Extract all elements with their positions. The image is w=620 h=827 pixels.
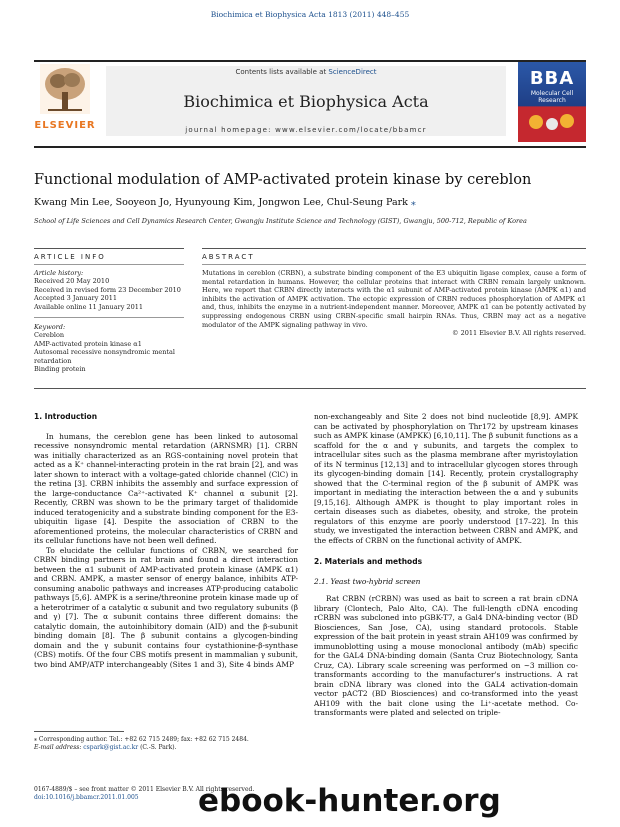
keywords-label: Keyword: — [34, 323, 66, 332]
author-email-link[interactable]: cspark@gist.ac.kr — [83, 743, 139, 751]
email-label: E-mail address: — [34, 743, 84, 751]
footnote-contact: ⁎ Corresponding author. Tel.: +82 62 715 2489; fax: +82 62 715 2484. — [34, 736, 249, 743]
email-suffix: (C.-S. Park). — [138, 743, 177, 751]
cover-art-icon — [526, 110, 578, 136]
header-rule-bottom — [34, 146, 586, 148]
article-info-subrule — [34, 264, 184, 265]
footnote-rule — [34, 731, 124, 732]
intro-paragraph-2: To elucidate the cellular functions of CRBN, we searched for CRBN binding partners in rat brain and found a direct interaction between the α1 subunit of AMP-activated protein kinase (AMPK α1) and CRBN. AMPK, a master sensor of energy balance, inhibits ATP-consuming anabolic pathways and increases ATP-producing catabolic pathways [5,6]. AMPK is a serine/threonine protein kinase made up of a heterotrimer of a catalytic α subunit and two regulatory subunits (β and γ) [7]. The α subunit contains three different domains: the catalytic domain, the autoinhibitory domain (AID) and the β-subunit binding domain [8]. The β subunit contains a glycogen-binding domain and the γ subunit contains four cystathionine-β-synthase (CBS) motifs. Of the four CBS motifs present in mammalian γ subunit, two bind AMP/ATP interchangeably (Sites 1 and 3), Site 4 binds AMP — [34, 545, 298, 669]
abstract-copyright: © 2011 Elsevier B.V. All rights reserved. — [452, 329, 586, 338]
abstract-rule — [202, 248, 586, 249]
corresponding-footnote — [34, 736, 298, 752]
abstract-heading: ABSTRACT — [202, 253, 255, 261]
journal-banner — [106, 66, 506, 136]
abstract — [202, 269, 586, 338]
intro-paragraph-3: non-exchangeably and Site 2 does not bind nucleotide [8,9]. AMPK can be activated by phosphorylation on Thr172 by upstream kinases such as AMPK kinase (AMPKK) [6,10,11]. The β subunit functions as a scaffold for the α and γ subunits, and targets the complex to intracellular sites such as the plasma membrane after myristoylation of its N terminus [12,13] and to intracellular glycogen stores through its glycogen-binding domain [14]. Recently, protein crystallography showed that the C-terminal region of the β subunit of AMPK was important in mediating the interaction between the α and γ subunits [9,15,16]. Although AMPK is thought to play important roles in certain diseases such as diabetes, obesity, and stroke, the protein regulators of this enzyme are poorly understood [17–22]. In this study, we investigated the interaction between CRBN and AMPK, and the effects of CRBN on the functional activity of AMPK. — [314, 412, 578, 545]
history-received: Received 20 May 2010 — [34, 277, 110, 286]
info-separator — [34, 317, 184, 318]
contents-prefix: Contents lists available at — [235, 68, 329, 76]
doi-link[interactable]: doi:10.1016/j.bbamcr.2011.01.005 — [34, 793, 139, 801]
journal-cover — [518, 62, 586, 142]
footnote-email-line — [34, 744, 298, 752]
journal-header — [34, 60, 586, 146]
journal-reference[interactable]: Biochimica et Biophysica Acta 1813 (2011) 448–455 — [210, 10, 410, 19]
abstract-text: Mutations in cereblon (CRBN), a substrate binding component of the E3 ubiquitin ligase complex, cause a form of mental retardation in humans. However, the cellular proteins that interact with CRBN remain largely unknown. Here, we report that CRBN directly interacts with the α1 subunit of AMP-activated protein kinase (AMPK α1) and inhibits the activation of AMPK activation. The ectopic expression of CRBN reduces phosphorylation of AMPK α1 and, thus, inhibits the enzyme in a nutrient-independent manner. Moreover, AMPK α1 can be potently activated by suppressing endogenous CRBN using CRBN-specific small hairpin RNAs. Thus, CRBN may act as a negative modulator of the AMPK signaling pathway in vivo. — [202, 269, 586, 329]
contents-line — [106, 68, 506, 76]
cover-subtitle: Molecular Cell Research — [530, 90, 574, 104]
history-accepted: Accepted 3 January 2011 — [34, 294, 117, 303]
authors-text: Kwang Min Lee, Sooyeon Jo, Hyunyoung Kim, Jongwon Lee, Chul-Seung Park — [34, 197, 408, 208]
keyword-item: Cereblon — [34, 331, 65, 340]
corresponding-author-link[interactable]: ⁎ — [410, 197, 416, 208]
methods-heading: 2. Materials and methods — [314, 557, 423, 566]
publisher-name: ELSEVIER — [34, 120, 96, 131]
elsevier-tree-icon — [40, 64, 90, 114]
article-title: Functional modulation of AMP-activated protein kinase by cereblon — [34, 172, 532, 188]
article-info-rule — [34, 248, 184, 249]
article-info — [34, 269, 184, 373]
journal-title: Biochimica et Biophysica Acta — [183, 92, 429, 111]
journal-homepage-link[interactable]: journal homepage: www.elsevier.com/locate/bbamcr — [185, 126, 427, 134]
elsevier-logo — [34, 62, 96, 138]
keyword-item: Autosomal recessive nonsyndromic mental retardation — [34, 348, 175, 365]
article-info-heading: ARTICLE INFO — [34, 253, 106, 261]
keyword-item: Binding protein — [34, 365, 86, 374]
issn-line: 0167-4889/$ – see front matter © 2011 Elsevier B.V. All rights reserved. — [34, 786, 255, 793]
introduction-heading: 1. Introduction — [34, 412, 98, 421]
sciencedirect-link[interactable]: ScienceDirect — [328, 68, 377, 76]
author-list — [34, 197, 586, 208]
body-left-column — [34, 412, 298, 669]
intro-paragraph-1: In humans, the cereblon gene has been linked to autosomal recessive nonsyndromic mental retardation (ARNSMR) [1]. CRBN was initially characterized as an RGS-containing novel protein that acted as a K⁺ channel-interacting protein in the rat brain [2], and was later shown to interact with a voltage-gated chloride channel (ClC) in the retina [3]. CRBN inhibits the assembly and surface expression of the large-conductance Ca²⁺-activated K⁺ channel α subunit [2]. Recently, CRBN was shown to be the primary target of thalidomide induced teratogenicity and a substrate binding component for the E3-ubiquitin ligase [4]. Despite the association of CRBN to the aforementioned proteins, the molecular characteristics of CRBN and its cellular functions have not been well defined. — [34, 431, 298, 545]
abstract-subrule — [202, 264, 586, 265]
history-label: Article history: — [34, 269, 84, 277]
abstract-bottom-rule — [34, 388, 586, 389]
methods-paragraph-1: Rat CRBN (rCRBN) was used as bait to screen a rat brain cDNA library (Clontech, Palo Alto, CA). The full-length cDNA encoding rCRBN was subcloned into pGBK-T7, a Gal4 DNA-binding vector (BD Biosciences, San Jose, CA), using standard protocols. Stable expression of the bait protein in yeast strain AH109 was confirmed by immunoblotting using a mouse monoclonal antibody (mAb) specific for the GAL4 DNA-binding domain (Santa Cruz Biotechnology, Santa Cruz, CA). Library scale screening was performed on ~3 million co-transformants according to the manufacturer's instructions. A rat brain cDNA library was cloned into the GAL4 activation-domain vector pACT2 (BD Biosciences) and co-transformed into the yeast AH109 with the bait clone using the Li⁺-acetate method. Co-transformants were plated and selected on triple- — [314, 594, 578, 717]
body-right-column — [314, 412, 578, 718]
history-online: Available online 11 January 2011 — [34, 302, 143, 311]
cover-title: BBA — [529, 68, 575, 89]
watermark-text: ebook-hunter.org — [198, 783, 501, 819]
author-affiliation: School of Life Sciences and Cell Dynamics Research Center, Gwangju Institute Science and Technology (GIST), Gwangju, 500-712, Republic of Korea — [34, 217, 527, 225]
methods-subheading: 2.1. Yeast two-hybrid screen — [314, 576, 421, 586]
keyword-item: AMP-activated protein kinase α1 — [34, 339, 142, 348]
history-revised: Received in revised form 23 December 2010 — [34, 285, 181, 294]
